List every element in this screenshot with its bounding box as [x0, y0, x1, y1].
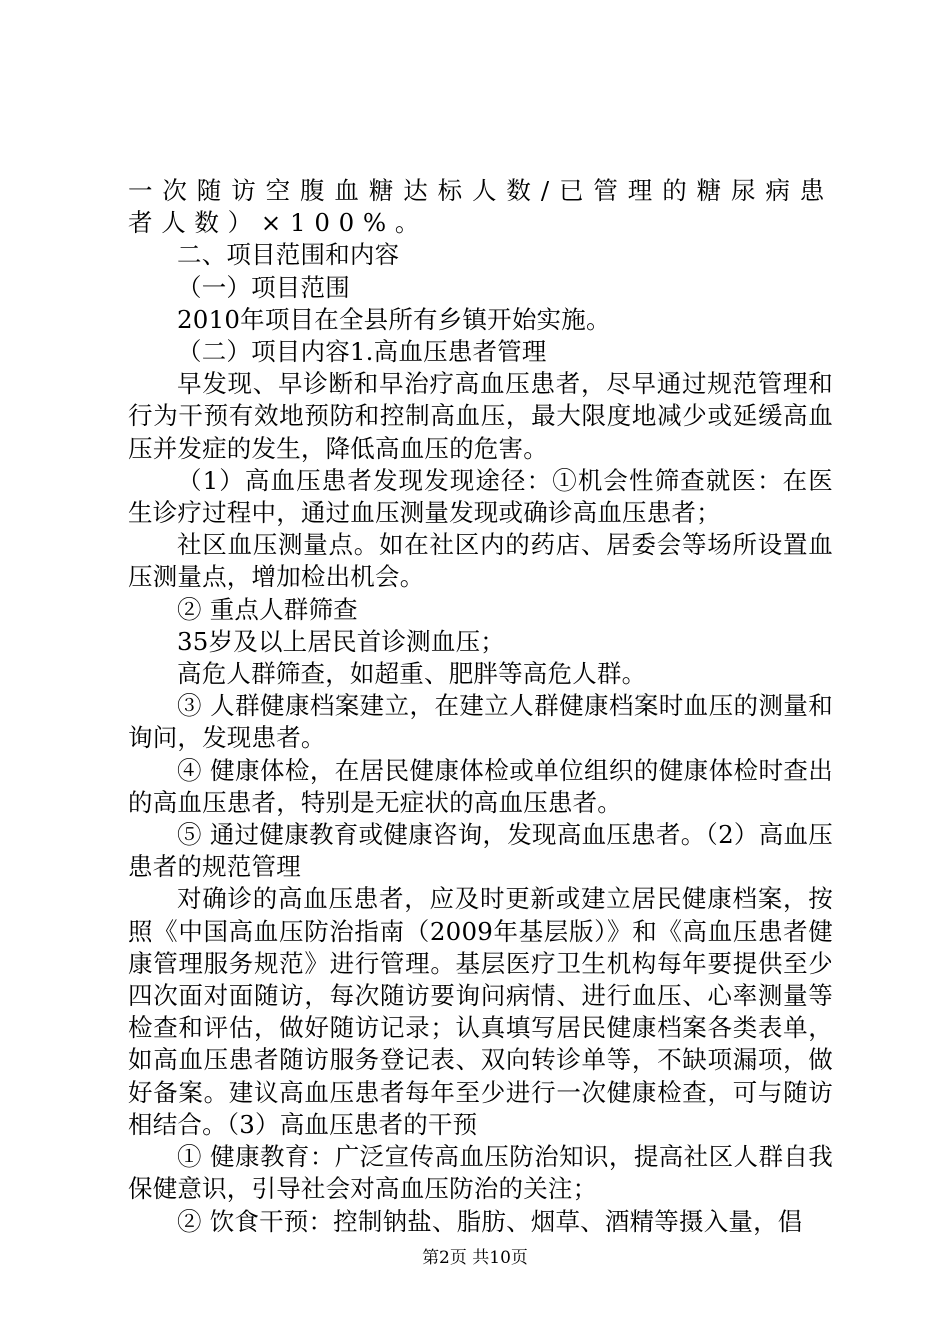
subsection-heading: （一）项目范围 [177, 272, 350, 302]
list-item: ② 饮食干预：控制钠盐、脂肪、烟草、酒精等摄入量，倡 [177, 1206, 803, 1236]
paragraph: 对确诊的高血压患者，应及时更新或建立居民健康档案，按照《中国高血压防治指南（2009年基层版）》和《高血压患者健康管理服务规范》进行管理。基层医疗卫生机构每年要提供至少四次面对面随访，每次随访要询问病情、进行血压、心率测量等检查和评估，做好随访记录；认真填写居民健康档案各类表单，如高血压患者随访服务登记表、双向转诊单等，不缺项漏项，做好备案。建议高血压患者每年至少进行一次健康检查，可与随访相结合。（3）高血压患者的干预 [128, 884, 833, 1139]
paragraph: 2010年项目在全县所有乡镇开始实施。 [177, 304, 611, 334]
page-footer: 第2页 共10页 [422, 1248, 528, 1268]
list-item: ② 重点人群筛查 [177, 594, 358, 624]
list-item: ⑤ 通过健康教育或健康咨询，发现高血压患者。（2）高血压患者的规范管理 [128, 820, 833, 882]
paragraph: 早发现、早诊断和早治疗高血压患者，尽早通过规范管理和行为干预有效地预防和控制高血压，最大限度地减少或延缓高血压并发症的发生，降低高血压的危害。 [128, 369, 833, 463]
document-body [128, 175, 833, 1238]
list-item: ① 健康教育：广泛宣传高血压防治知识，提高社区人群自我保健意识，引导社会对高血压防治的关注； [128, 1142, 833, 1204]
paragraph: （1）高血压患者发现发现途径：①机会性筛查就医：在医生诊疗过程中，通过血压测量发现或确诊高血压患者； [128, 465, 833, 528]
list-item: ④ 健康体检，在居民健康体检或单位组织的健康体检时查出的高血压患者，特别是无症状的高血压患者。 [128, 755, 833, 817]
paragraph: 一次随访空腹血糖达标人数/已管理的糖尿病患者人数）×100%。 [128, 176, 833, 238]
paragraph: 社区血压测量点。如在社区内的药店、居委会等场所设置血压测量点，增加检出机会。 [128, 530, 833, 592]
subsection-heading: （二）项目内容1.高血压患者管理 [177, 337, 547, 367]
list-item: ③ 人群健康档案建立，在建立人群健康档案时血压的测量和询问，发现患者。 [128, 691, 833, 753]
section-heading: 二、项目范围和内容 [177, 240, 400, 270]
paragraph: 高危人群筛查，如超重、肥胖等高危人群。 [177, 659, 647, 689]
paragraph: 35岁及以上居民首诊测血压； [177, 626, 505, 656]
